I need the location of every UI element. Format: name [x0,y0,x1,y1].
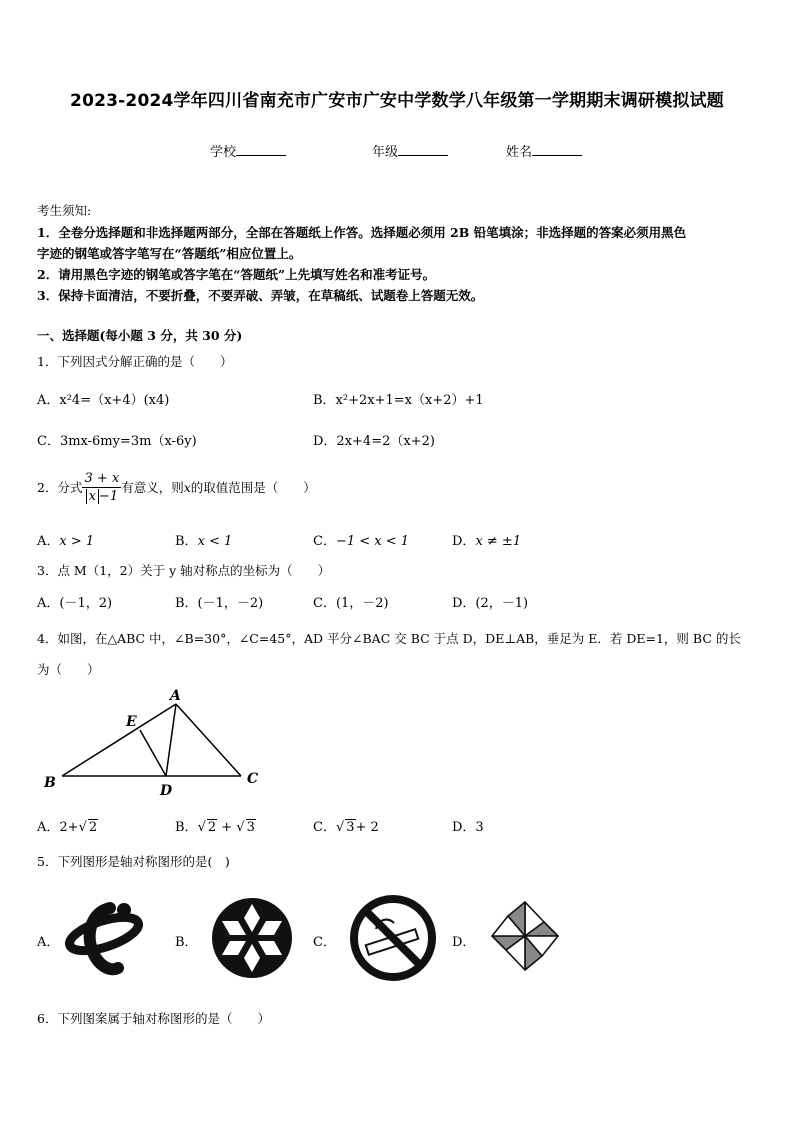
notice-item: 3．保持卡面清洁，不要折叠，不要弄破、弄皱，在草稿纸、试题卷上答题无效。 [37,288,484,303]
q2-option-d [452,530,521,549]
question-1-stem: 1．下列因式分解正确的是（ ） [37,354,233,369]
grade-blank [398,143,448,156]
label-e: E [126,714,137,730]
q4-option-a-label: A．2+ [37,820,79,835]
q2-prefix: 2．分式 [37,480,83,495]
sqrt-icon: √ [236,820,245,835]
q3-option-d: D．(2，－1) [452,596,529,611]
q3-option-b: B．(－1，－2) [175,596,264,611]
school-field [210,141,286,160]
notice-list [37,222,762,306]
question-4-stem [37,623,762,685]
q3-option-c: C．(1，－2) [313,596,389,611]
side-ab [62,704,176,776]
q2-option-d-expr: x ≠ ±1 [475,534,522,549]
name-field [506,141,582,160]
star-circle-icon [210,896,294,980]
question-2-stem [37,470,316,506]
side-ac [176,704,241,776]
q3-option-a: A．(－1，2) [37,596,113,611]
q4-option-a [37,816,98,835]
q4-option-b-radicand1: 2 [207,820,217,835]
q2-option-d-label: D． [452,534,476,549]
q5-option-c-label: C． [313,935,336,950]
sqrt-icon: √ [197,820,206,835]
q4-option-c-radicand: 3 [346,820,355,835]
q5-option-a-label: A． [37,935,60,950]
q2-denominator [82,488,121,506]
q4-line1: 4．如图，在△ABC 中，∠B=30°，∠C=45°，AD 平分∠BAC 交 BC 于点 D，DE⊥AB，垂足为 E．若 DE=1，则 BC 的长 [37,631,741,646]
school-label: 学校 [210,145,237,160]
telecom-logo-icon [62,898,146,976]
q2-option-b-expr: x < 1 [197,534,233,549]
sqrt-icon: √ [335,820,345,835]
q2-numerator: 3 + x [84,471,120,486]
q4-option-c-label: C． [313,820,336,835]
label-c: C [247,771,259,787]
q4-option-b-label: B． [175,820,198,835]
question-5-stem: 5．下列图形是轴对称图形的是( ) [37,854,230,869]
segment-ad [166,704,176,776]
q2-option-a [37,530,94,549]
notice-heading: 考生须知: [37,203,92,218]
q2-option-a-expr: x > 1 [59,534,95,549]
q4-option-d: D．3 [452,820,484,835]
q4-option-b-plus: + [217,820,237,835]
q2-suffix: 有意义，则 [121,480,184,495]
q1-option-a: A．x²4=（x+4）(x4) [37,393,170,408]
name-blank [532,143,582,156]
label-b: B [44,775,56,791]
notice-item: 2．请用黑色字迹的钢笔或答字笔在“答题纸”上先填写姓名和准考证号。 [37,267,436,282]
grade-field [372,141,448,160]
q2-option-c-label: C． [313,534,336,549]
school-blank [236,143,286,156]
q2-suffix2: 的取值范围是（ ） [190,480,316,495]
q2-option-c-expr: −1 < x < 1 [335,534,410,549]
q4-line2: 为（ ） [37,662,100,677]
question-6-stem: 6．下列图案属于轴对称图形的是（ ） [37,1011,270,1026]
q5-option-b-label: B． [175,935,198,950]
pinwheel-icon [488,898,562,974]
q2-fraction [82,471,121,506]
q4-option-a-radicand: 2 [88,820,98,835]
sqrt-icon: √ [78,820,87,835]
segment-de [140,730,166,776]
q4-option-c [313,816,379,835]
q2-den-tail: −1 [98,489,119,504]
q4-option-c-tail: + 2 [355,820,379,835]
notice-item: 1．全卷分选择题和非选择题两部分，全部在答题纸上作答。选择题必须用 2B 铅笔填涂；非选择题的答案必须用黑色 [37,225,687,240]
q2-option-b [175,530,232,549]
q2-variable: x [183,480,191,495]
name-label: 姓名 [506,145,533,160]
label-d: D [160,783,173,796]
notice-item: 字迹的钢笔或答字笔写在“答题纸”相应位置上。 [37,246,302,261]
no-smoking-icon [348,893,438,983]
triangle-figure [38,686,268,796]
q2-option-b-label: B． [175,534,198,549]
q4-option-b [175,816,256,835]
section-heading: 一、选择题(每小题 3 分，共 30 分) [37,328,243,343]
q1-option-c: C．3mx-6my=3m（x-6y) [37,434,197,449]
q4-option-b-radicand2: 3 [246,820,255,835]
question-3-stem: 3．点 M（1，2）关于 y 轴对称点的坐标为（ ） [37,563,331,578]
q5-option-d-label: D． [452,935,476,950]
grade-label: 年级 [372,145,399,160]
page-title: 2023-2024学年四川省南充市广安市广安中学数学八年级第一学期期末调研模拟试题 [70,91,724,111]
label-a: A [170,688,181,704]
q1-option-b: B．x²+2x+1=x（x+2）+1 [313,393,484,408]
q2-abs-value: x [86,489,99,504]
q2-option-c [313,530,409,549]
q2-option-a-label: A． [37,534,60,549]
q1-option-d: D．2x+4=2（x+2) [313,434,435,449]
